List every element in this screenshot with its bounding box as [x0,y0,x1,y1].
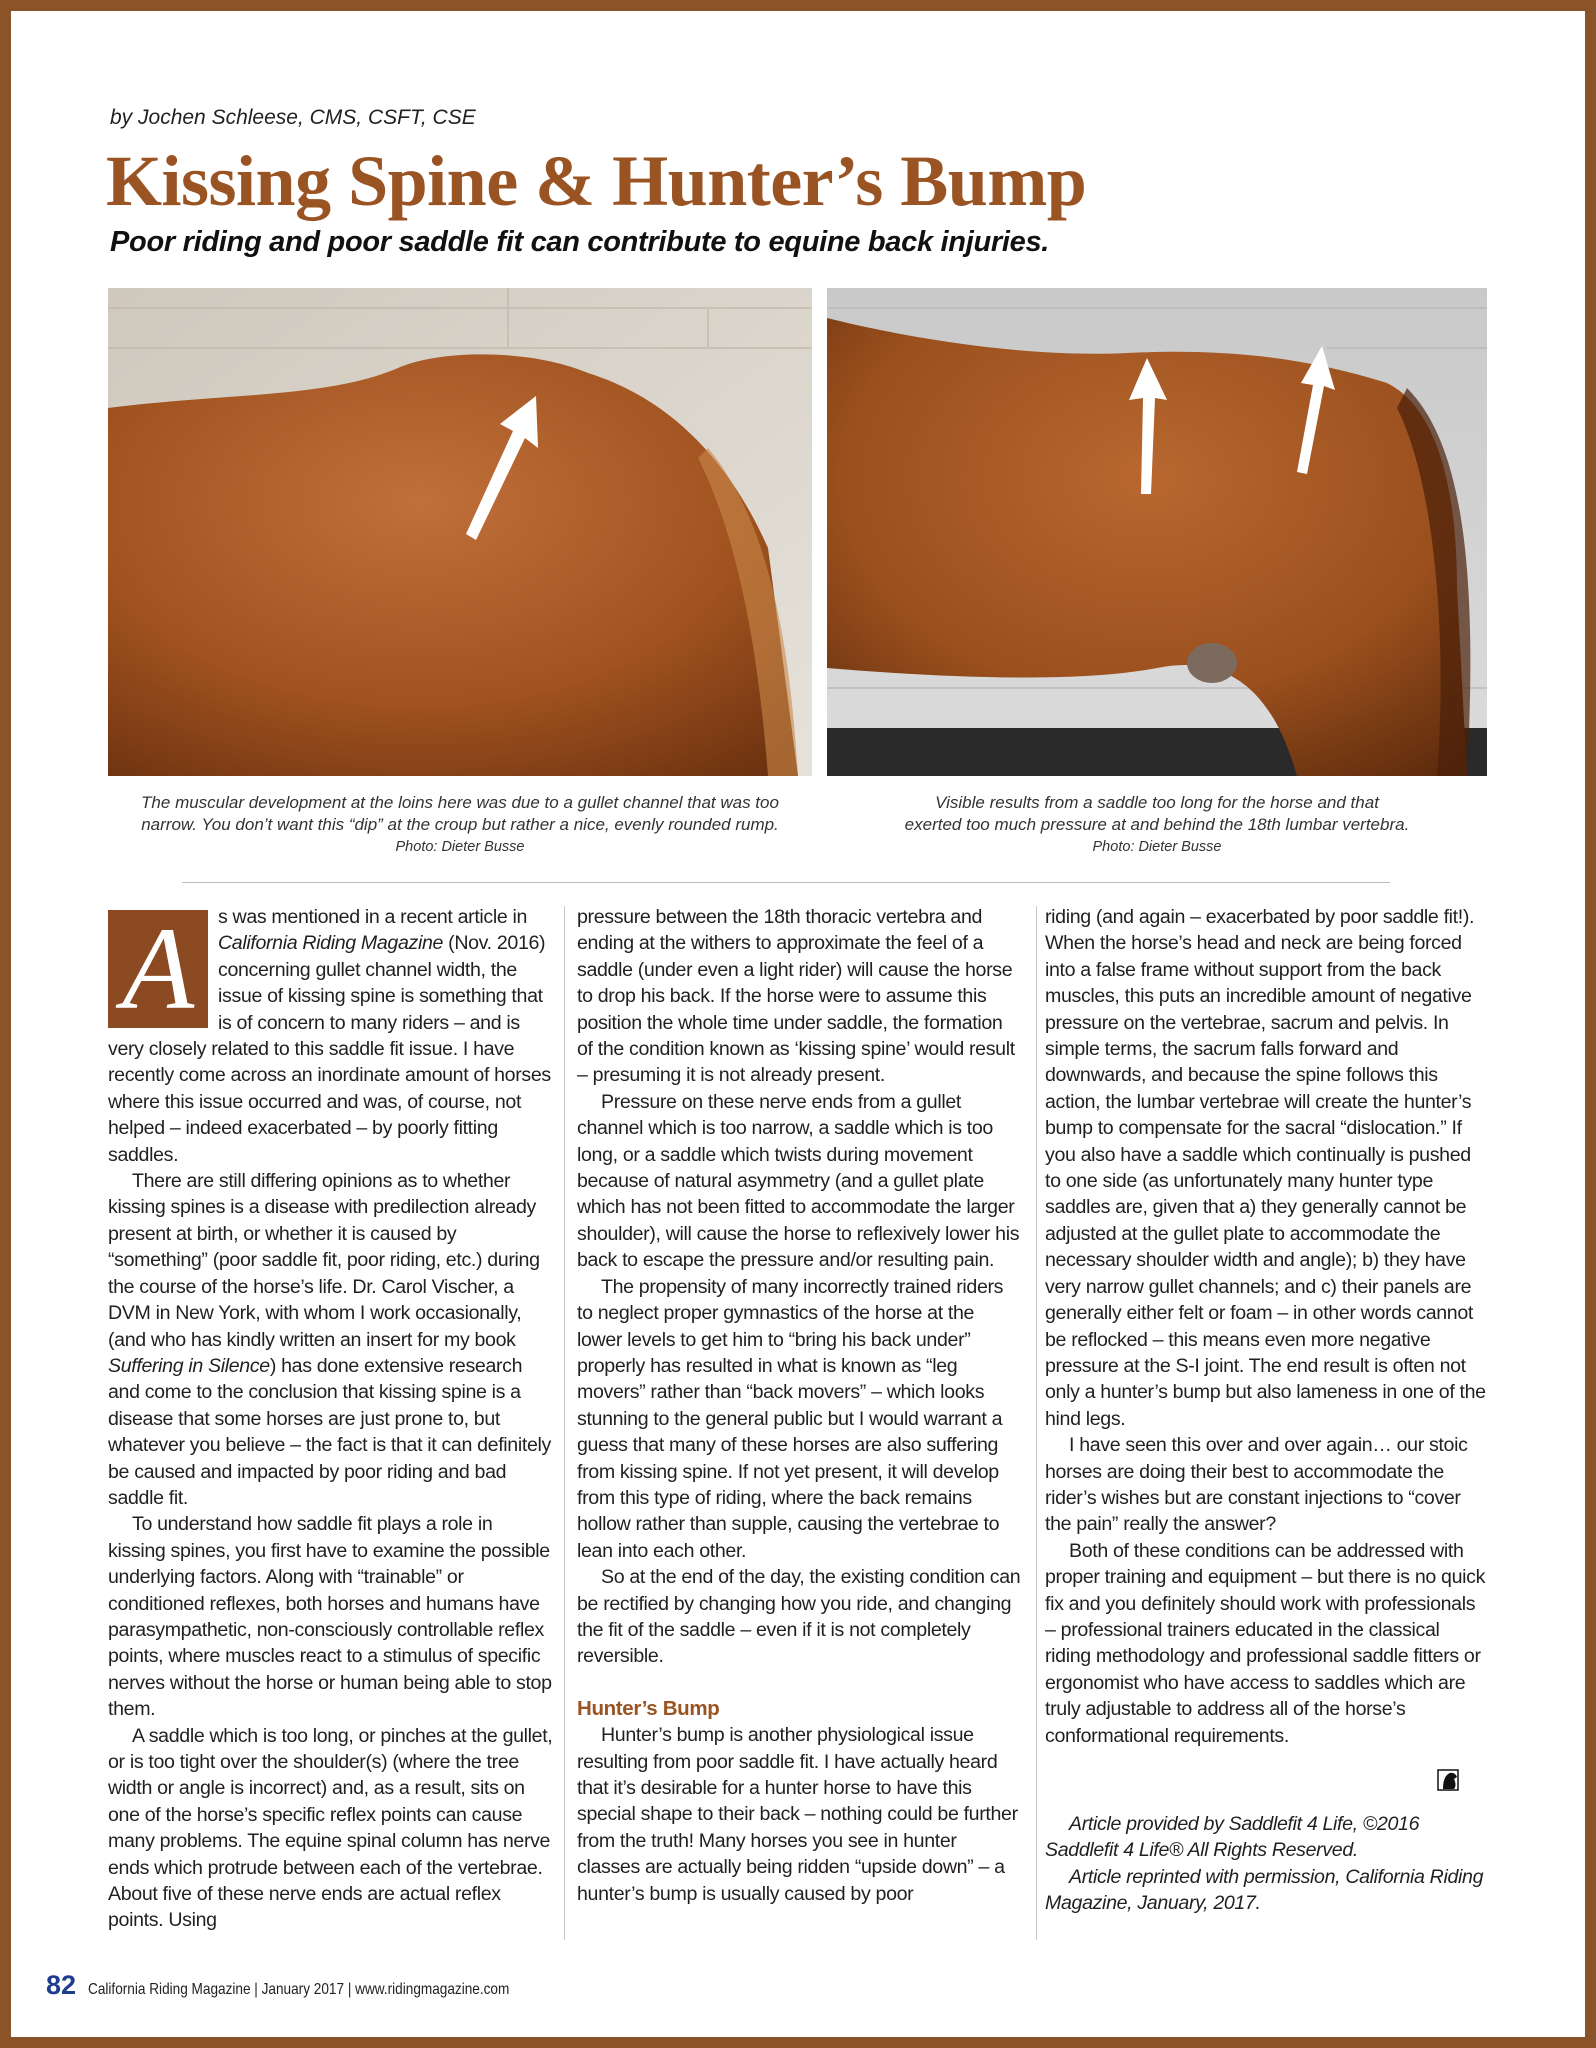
article-paragraph [1045,1432,1489,1538]
article-paragraph [1045,904,1489,1432]
italic-text: Article provided by Saddlefit 4 Life, ©2016 Saddlefit 4 Life® All Rights Reserved. [1045,1813,1420,1862]
article-column-3 [1045,904,1489,1917]
page-footer [46,1970,584,2001]
italic-text: California Riding Magazine [218,932,444,955]
text-segment: riding (and again – exacerbated by poor saddle fit!). When the horse’s head and neck are being forced into a false frame without support from the back muscles, this puts an incredible amount of negative pressure on the vertebrae, sacrum and pelvis. In simple terms, the sacrum falls forward and downwards, and because the spine follows this action, the lumbar vertebrae will create the hunter’s bump to compensate for the sacral “dislocation.” If you also have a saddle which continually is pushed to one side (as unfortunately many hunter type saddles are, given that a) they generally cannot be adjusted at the gullet plate to accommodate the necessary shoulder width and angle); b) they have very narrow gullet channels; and c) their panels are generally either felt or foam – in other words cannot be reflocked – this means even more negative pressure at the S-I joint. The end result is often not only a hunter’s bump but also lameness in one of the hind legs. [1045,906,1486,1430]
text-segment: Hunter’s bump is another physiological issue resulting from poor saddle fit. I have actually heard that it’s desirable for a hunter horse to have this special shape to their back – nothing could be further from the truth! Many horses you see in hunter classes are actually being ridden “upside down” – a hunter’s bump is usually caused by poor [577,1724,1018,1905]
text-segment: s was mentioned in a recent article in [218,906,528,928]
column-rule [564,906,565,1940]
article-paragraph [108,1511,554,1722]
section-heading: Hunter’s Bump [577,1696,720,1720]
text-segment: I have seen this over and over again… our stoic horses are doing their best to accommodate the rider’s wishes but are constant injections to “cover the pain” really the answer? [1045,1434,1468,1536]
text-segment: So at the end of the day, the existing condition can be rectified by changing how you ride, and changing the fit of the saddle – even if it is not completely reversible. [577,1566,1021,1668]
italic-text: Suffering in Silence [108,1354,270,1377]
photo-horse-loins [108,288,812,776]
photo-credit: Photo: Dieter Busse [1092,839,1222,855]
caption-line: narrow. You don’t want this “dip” at the croup but rather a nice, evenly rounded rump. [141,815,779,834]
text-segment: pressure between the 18th thoracic vertebra and ending at the withers to approximate the feel of a saddle (under even a light rider) will cause the horse to drop his back. If the horse were to assume this position the whole time under saddle, the formation of the condition known as ‘kissing spine’ would result – presuming it is not already present. [577,906,1015,1087]
article-paragraph [577,904,1023,1089]
text-segment: A saddle which is too long, or pinches at the gullet, or is too tight over the shoulder(s) (where the tree width or angle is incorrect) and, as a result, sits on one of the horse’s specific reflex points can cause many problems. The equine spinal column has nerve ends which protrude between each of the vertebrae. About five of these nerve ends are actual reflex points. Using [108,1724,553,1932]
article-paragraph [108,1723,554,1934]
photo-credit: Photo: Dieter Busse [395,839,525,855]
section-divider [182,882,1390,883]
article-column-2 [577,904,1023,1907]
caption-line: exerted too much pressure at and behind the 18th lumbar vertebra. [904,815,1410,834]
article-paragraph [577,1722,1023,1907]
byline: by Jochen Schleese, CMS, CSFT, CSE [110,106,476,129]
article-paragraph [108,904,554,1168]
end-of-article-icon [1045,1769,1459,1791]
footer-text: California Riding Magazine | January 2017 | www.ridingmagazine.com [88,1981,510,1998]
text-segment: There are still differing opinions as to whether kissing spines is a disease with predilection already present at birth, or whether it is caused by “something” (poor saddle fit, poor riding, etc.) during the course of the horse’s life. Dr. Carol Vischer, a DVM in New York, with whom I work occasionally, (and who has kindly written an insert for my book [108,1170,540,1351]
italic-text: Article reprinted with permission, California Riding Magazine, January, 2017. [1045,1865,1484,1915]
text-segment: (Nov. 2016) concerning gullet channel width, the issue of kissing spine is something that is of concern to many riders – and is very closely related to this saddle fit issue. I have recently come across an inordinate amount of horses where this issue occurred and was, of course, not helped – indeed exacerbated – by poorly fitting saddles. [108,932,551,1166]
caption-line: The muscular development at the loins here was due to a gullet channel that was too [141,793,779,812]
article-subtitle: Poor riding and poor saddle fit can contribute to equine back injuries. [110,226,1050,258]
article-credit [1045,1864,1489,1917]
photo-caption-right [827,792,1487,858]
article-paragraph [577,1274,1023,1564]
photo-horse-hindquarters [827,288,1487,776]
page-number: 82 [46,1970,77,2000]
article-credits [1045,1811,1489,1917]
text-segment: The propensity of many incorrectly trained riders to neglect proper gymnastics of the horse at the lower levels to get him to “bring his back under” properly has resulted in what is known as “leg movers” rather than “back movers” – which looks stunning to the general public but I would warrant a guess that many of these horses are also suffering from kissing spine. If not yet present, it will develop from this type of riding, where the back remains hollow rather than supple, causing the vertebrae to lean into each other. [577,1275,1004,1562]
text-segment: Both of these conditions can be addressed with proper training and equipment – but there is no quick fix and you definitely should work with professionals – professional trainers educated in the classical riding methodology and professional saddle fitters or ergonomist who have access to saddles which are truly adjustable to address all of the horse’s conformational requirements. [1045,1539,1486,1747]
text-segment: ) has done extensive research and come to the conclusion that kissing spine is a disease that some horses are just prone to, but whatever you believe – the fact is that it can definitely be caused and impacted by poor riding and bad saddle fit. [108,1354,551,1509]
caption-line: Visible results from a saddle too long for the horse and that [935,793,1379,812]
text-segment: Pressure on these nerve ends from a gullet channel which is too narrow, a saddle which is too long, or a saddle which twists during movement because of natural asymmetry (and a gullet plate which has not been fitted to accommodate the larger shoulder), will cause the horse to reflexively lower his back to escape the pressure and/or resulting pain. [577,1090,1020,1272]
drop-cap: A [108,910,208,1028]
article-paragraph [577,1564,1023,1670]
photo-caption-left [108,792,812,858]
article-title: Kissing Spine & Hunter’s Bump [106,141,1087,221]
article-paragraph [577,1089,1023,1274]
article-column-1 [108,904,554,1934]
column-rule [1036,906,1037,1940]
article-paragraph [108,1168,554,1511]
article-credit [1045,1811,1489,1864]
article-paragraph [1045,1538,1489,1749]
text-segment: To understand how saddle fit plays a role in kissing spines, you first have to examine the possible underlying factors. Along with “trainable” or conditioned reflexes, both horses and humans have parasympathetic, non-consciously controllable reflex points, where muscles react to a stimulus of specific nerves without the horse or human being able to stop them. [108,1513,552,1721]
